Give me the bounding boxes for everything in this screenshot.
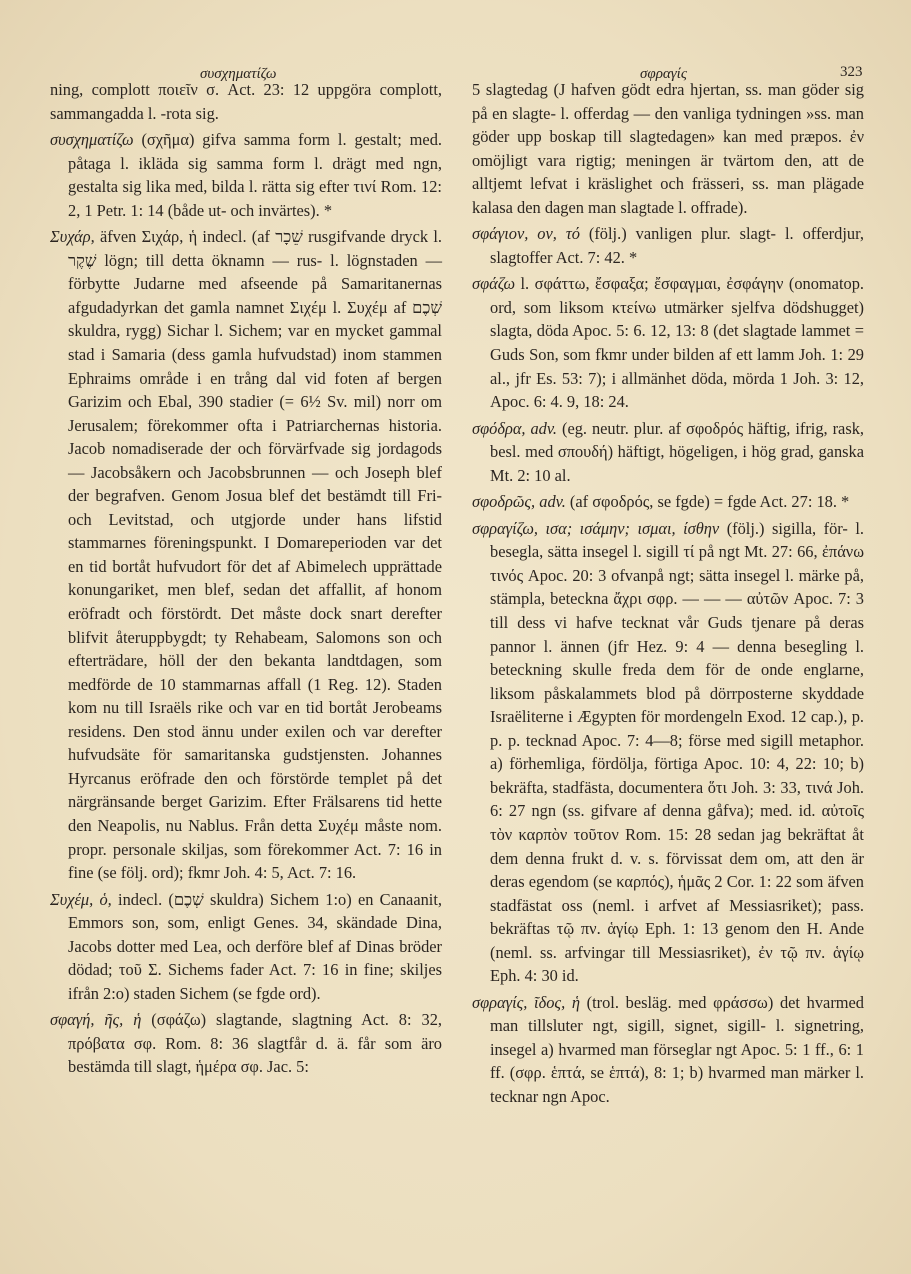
dictionary-entry (472, 991, 864, 1109)
entry-text: l. σφάττω, ἔσφαξα; ἔσφαγμαι, ἐσφάγην (onomatop. ord, som liksom κτείνω utmärker sjelfva dödshugget) slagta, döda Apoc. 5: 6. 12, 13: 8 (det slagtade lammet = Guds Son, som fkmr under bilden af ett lamm Joh. 1: 29 al., jfr Es. 53: 7); i allmänhet döda, mörda 1 Joh. 3: 12, Apoc. 6: 4. 9, 18: 24. (490, 274, 864, 412)
entry-text: (följ.) vanligen plur. slagt- l. offerdjur, slagtoffer Act. 7: 42. * (490, 224, 864, 267)
entry-text: indecl. (שְׁכֶם skuldra) Sichem 1:o) en Canaanit, Emmors son, som, enligt Genes. 34, skändade Dina, Jacobs dotter med Lea, och derföre blef af Dinas bröder dödad; τοῦ Σ. Sichems fader Act. 7: 16 in fine; skiljes ifrån 2:o) staden Sichem (se fgde ord). (68, 889, 442, 1003)
entry-text: (eg. neutr. plur. af σφοδρός häftig, ifrig, rask, besl. med σπουδή) häftigt, högeligen, i hög grad, ganska Mt. 2: 10 al. (490, 418, 864, 485)
dictionary-entry (472, 272, 864, 413)
entry-text: 5 slagtedag (J hafven gödt edra hjertan, ss. man göder sig på en slagte- l. offerdag — den vanliga tydningen »ss. man göder upp boskap till slagtedagen» kan med præpos. ἐν omöjligt vara rigtig; meningen är tvärtom den, att de alltjemt lefvat i kräslighet och frässeri, ss. man plägade kalasa den dagen man slagtade l. offrade). (472, 80, 864, 217)
entry-continuation (472, 78, 864, 219)
headword: σφραγίς, ῖδος, ἡ (472, 992, 580, 1012)
dictionary-entry (50, 888, 442, 1006)
entry-text: äfven Σιχάρ, ἡ indecl. (af שֵׁכָר rusgifvande dryck l. שֶׁקֶר lögn; till detta öknamn — rus- l. lögnstaden — förbytte Judarne med afseende på Samaritanernas afgudadyrkan det gamla namnet Σιχέμ l. Συχέμ af שְׁכֶם skuldra, rygg) Sichar l. Sichem; var en mycket gammal stad i Samaria (dess gamla hufvudstad) inom stammen Ephraims område i en trång dal vid foten af bergen Garizim och Ebal, 390 stadier (= 6½ Sv. mil) norr om Jerusalem; förekommer ofta i Patriarchernas historia. Jacob nomadiserade der och förvärfvade sig jordagods — Jacobsåkern och Jacobsbrunnen — och Joseph blef der begrafven. Genom Josua blef det bestämdt till Fri- och Levitstad, och utgjorde under hans lifstid stammarnes föreningspunkt. I Domareperioden var det en tid bortåt hufvudort för det af Abimelech upprättade konungariket, men blef, sedan det affallit, af honom eröfradt och förstördt. Det måste dock snart derefter blifvit återuppbygdt; ty Rehabeam, Salomons son och efterträdare, höll der den bekanta landtdagen, som medförde de 10 stammarnas affall (1 Reg. 12). Staden kom nu till Israëls rike och var en tid bortåt Jerobeams residens. Den stod ännu under exilen och var derefter hufvudsäte för samaritanska gudstjensten. Johannes Hyrcanus eröfrade den och förstörde templet på det närgränsande berget Garizim. Efter Frälsarens tid hette den Neapolis, nu Nablus. Från detta Συχέμ måste nom. propr. personale skiljas, som förekommer Act. 7: 16 in fine (se följ. ord); fkmr Joh. 4: 5, Act. 7: 16. (68, 227, 442, 883)
headword: συσχηματίζω (50, 130, 134, 150)
entry-continuation (50, 78, 442, 125)
dictionary-entry (50, 225, 442, 884)
dictionary-entry (50, 1008, 442, 1079)
headword: σφάζω (472, 274, 516, 294)
entry-text: (σφάζω) slagtande, slagtning Act. 8: 32, πρόβατα σφ. Rom. 8: 36 slagtfår d. ä. får som äro bestämda till slagt, ἡμέρα σφ. Jac. 5: (68, 1010, 442, 1077)
entry-text: (af σφοδρός, se fgde) = fgde Act. 27: 18. * (565, 492, 850, 512)
running-head-left: συσχηματίζω (200, 66, 277, 82)
headword: σφραγίζω, ισα; ισάμην; ισμαι, ίσθην (472, 518, 720, 538)
dictionary-entry (50, 128, 442, 222)
page-number: 323 (840, 64, 863, 80)
running-head-right: σφραγίς (640, 66, 687, 82)
entry-text: (trol. besläg. med φράσσω) det hvarmed man tillsluter ngt, sigill, signet, sigill- l. signetring, insegel a) hvarmed man förseglar ngt Apoc. 5: 1 ff., 6: 1 ff. (σφρ. ἑπτά, se ἑπτά), 8: 1; b) hvarmed man märker l. tecknar ngn Apoc. (490, 992, 864, 1106)
headword: σφάγιον, ον, τό (472, 224, 580, 244)
dictionary-entry (472, 490, 864, 514)
headword: σφοδρῶς, adv. (472, 492, 566, 512)
headword: σφαγή, ῆς, ἡ (50, 1010, 142, 1030)
entry-text: ning, complott ποιεῖν σ. Act. 23: 12 uppgöra complott, sammangadda l. -rota sig. (50, 80, 442, 123)
right-column (472, 78, 864, 1112)
dictionary-entry (472, 417, 864, 488)
headword: Συχέμ, ὁ, (50, 889, 112, 909)
dictionary-entry (472, 222, 864, 269)
entry-text: (följ.) sigilla, för- l. besegla, sätta insegel l. sigill τί på ngt Mt. 27: 66, ἐπάνω τινός Apoc. 20: 3 ofvanpå ngt; sätta insegel l. märke på, stämpla, beteckna ἄχρι σφρ. — — — αὐτῶν Apoc. 7: 3 till dess vi hafve tecknat vår Guds tjenare på deras pannor l. ännen (jfr Hez. 9: 4 — denna besegling l. beteckning skulle freda dem för de onde englarne, liksom påskalammets blod på dörrposterne skyddade Israëliterne i Ægypten för mordengeln Exod. 12 cap.), p. p. p. tecknad Apoc. 7: 4—8; förse med sigill metaphor. a) förhemliga, fördölja, förtiga Apoc. 10: 4, 22: 10; b) bekräfta, stadfästa, documentera ὅτι Joh. 3: 33, τινά Joh. 6: 27 ngn (ss. gifvare af denna gåfva); med. id. αὐτοῖς τὸν καρπὸν τοῦτον Rom. 15: 28 sedan jag bekräftat åt dem denna frukt d. v. s. förvissat dem om, att den är deras egendom (se καρπός), ἡμᾶς 2 Cor. 1: 22 som äfven stadfästat oss (neml. i arfvet af Messiasriket); pass. bekräftas τῷ πν. ἁγίῳ Eph. 1: 13 genom den H. Ande (neml. ss. arfvingar till Messiasriket), ἐν τῷ πν. ἁγίῳ Eph. 4: 30 id. (490, 518, 864, 986)
dictionary-entry (472, 517, 864, 988)
headword: Συχάρ, (50, 227, 95, 247)
headword: σφόδρα, adv. (472, 418, 558, 438)
entry-text: (σχῆμα) gifva samma form l. gestalt; med. påtaga l. ikläda sig samma form l. drägt med ngn, gestalta sig lika med, bilda l. rätta sig efter τινί Rom. 12: 2, 1 Petr. 1: 14 (både ut- och invärtes). * (68, 130, 442, 220)
left-column (50, 78, 442, 1082)
